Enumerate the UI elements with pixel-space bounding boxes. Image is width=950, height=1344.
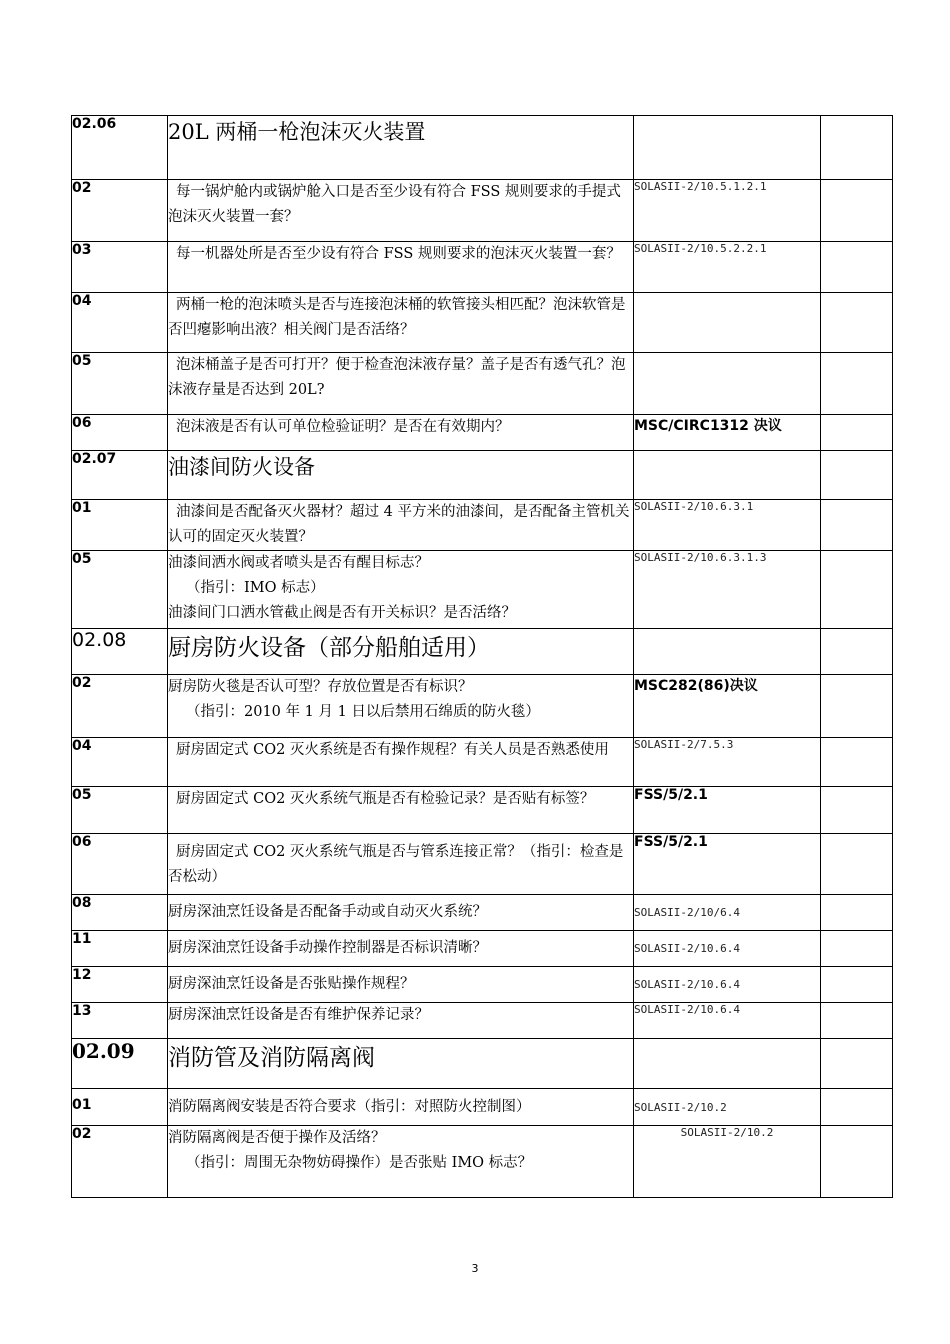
result-cell bbox=[821, 180, 893, 242]
item-text: 油漆间洒水阀或者喷头是否有醒目标志？ （指引：IMO 标志） 油漆间门口洒水管截止阀是否有开关标识？是否活络？ bbox=[168, 551, 634, 629]
regulation-ref bbox=[634, 353, 821, 415]
section-row bbox=[72, 629, 893, 675]
result-cell bbox=[821, 834, 893, 895]
item-code: 12 bbox=[72, 967, 168, 1003]
table-row bbox=[72, 738, 893, 787]
table-row bbox=[72, 415, 893, 451]
table-row bbox=[72, 293, 893, 353]
result-cell bbox=[821, 242, 893, 293]
regulation-ref: SOLASII-2/10/6.4 bbox=[634, 895, 821, 931]
item-code: 13 bbox=[72, 1003, 168, 1039]
table-row bbox=[72, 353, 893, 415]
result-cell bbox=[821, 1039, 893, 1089]
item-code: 02 bbox=[72, 675, 168, 738]
result-cell bbox=[821, 675, 893, 738]
result-cell bbox=[821, 500, 893, 551]
regulation-ref: SOLASII-2/10.5.2.2.1 bbox=[634, 242, 821, 293]
table-row bbox=[72, 895, 893, 931]
item-code: 02 bbox=[72, 180, 168, 242]
result-cell bbox=[821, 415, 893, 451]
item-text: 泡沫桶盖子是否可打开？便于检查泡沫液存量？盖子是否有透气孔？泡沫液存量是否达到 20L? bbox=[168, 353, 634, 415]
table-row bbox=[72, 787, 893, 834]
table-row bbox=[72, 551, 893, 629]
regulation-ref: FSS/5/2.1 bbox=[634, 834, 821, 895]
regulation-ref: SOLASII-2/10.6.3.1 bbox=[634, 500, 821, 551]
item-text: 厨房深油烹饪设备是否有维护保养记录？ bbox=[168, 1003, 634, 1039]
section-code: 02.09 bbox=[72, 1039, 168, 1089]
item-text: 两桶一枪的泡沫喷头是否与连接泡沫桶的软管接头相匹配？泡沫软管是否凹瘪影响出液？相关阀门是否活络？ bbox=[168, 293, 634, 353]
result-cell bbox=[821, 1126, 893, 1198]
item-text: 厨房防火毯是否认可型？存放位置是否有标识？ （指引：2010 年 1 月 1 日以后禁用石绵质的防火毯） bbox=[168, 675, 634, 738]
result-cell bbox=[821, 1003, 893, 1039]
section-code: 02.07 bbox=[72, 451, 168, 500]
result-cell bbox=[821, 451, 893, 500]
regulation-ref bbox=[634, 293, 821, 353]
regulation-ref: SOLASII-2/10.6.4 bbox=[634, 931, 821, 967]
section-title: 消防管及消防隔离阀 bbox=[168, 1039, 634, 1089]
item-text: 油漆间是否配备灭火器材？超过 4 平方米的油漆间，是否配备主管机关认可的固定灭火装置？ bbox=[168, 500, 634, 551]
item-text: 厨房深油烹饪设备是否张贴操作规程？ bbox=[168, 967, 634, 1003]
item-code: 05 bbox=[72, 353, 168, 415]
regulation-ref: SOLASII-2/10.6.4 bbox=[634, 967, 821, 1003]
item-text: 厨房深油烹饪设备手动操作控制器是否标识清晰？ bbox=[168, 931, 634, 967]
regulation-ref: SOLASII-2/10.2 bbox=[634, 1089, 821, 1126]
result-cell bbox=[821, 787, 893, 834]
table-row bbox=[72, 1003, 893, 1039]
item-text: 每一锅炉舱内或锅炉舱入口是否至少设有符合 FSS 规则要求的手提式泡沫灭火装置一套？ bbox=[168, 180, 634, 242]
section-title: 20L 两桶一枪泡沫灭火装置 bbox=[168, 116, 634, 180]
item-code: 05 bbox=[72, 787, 168, 834]
item-text: 消防隔离阀是否便于操作及活络？ （指引：周围无杂物妨碍操作）是否张贴 IMO 标志？ bbox=[168, 1126, 634, 1198]
section-row bbox=[72, 1039, 893, 1089]
table-row bbox=[72, 675, 893, 738]
result-cell bbox=[821, 931, 893, 967]
section-code: 02.08 bbox=[72, 629, 168, 675]
regulation-ref: MSC282(86)决议 bbox=[634, 675, 821, 738]
page-number: 3 bbox=[471, 1262, 479, 1275]
item-code: 04 bbox=[72, 293, 168, 353]
item-text: 厨房深油烹饪设备是否配备手动或自动灭火系统？ bbox=[168, 895, 634, 931]
regulation-ref: SOLASII-2/7.5.3 bbox=[634, 738, 821, 787]
item-code: 06 bbox=[72, 415, 168, 451]
item-text: 泡沫液是否有认可单位检验证明？是否在有效期内？ bbox=[168, 415, 634, 451]
item-text: 每一机器处所是否至少设有符合 FSS 规则要求的泡沫灭火装置一套？ bbox=[168, 242, 634, 293]
item-code: 04 bbox=[72, 738, 168, 787]
result-cell bbox=[821, 967, 893, 1003]
section-row bbox=[72, 451, 893, 500]
regulation-ref bbox=[634, 1039, 821, 1089]
table-row bbox=[72, 967, 893, 1003]
result-cell bbox=[821, 353, 893, 415]
inspection-checklist-table bbox=[71, 115, 893, 1198]
regulation-ref: SOLASII-2/10.6.3.1.3 bbox=[634, 551, 821, 629]
item-code: 02 bbox=[72, 1126, 168, 1198]
item-code: 01 bbox=[72, 500, 168, 551]
item-text: 厨房固定式 CO2 灭火系统气瓶是否有检验记录？是否贴有标签？ bbox=[168, 787, 634, 834]
item-code: 08 bbox=[72, 895, 168, 931]
table-row bbox=[72, 931, 893, 967]
section-code: 02.06 bbox=[72, 116, 168, 180]
regulation-ref: MSC/CIRC1312 决议 bbox=[634, 415, 821, 451]
table-row bbox=[72, 834, 893, 895]
item-code: 01 bbox=[72, 1089, 168, 1126]
regulation-ref bbox=[634, 451, 821, 500]
table-row bbox=[72, 180, 893, 242]
result-cell bbox=[821, 895, 893, 931]
table-row bbox=[72, 1089, 893, 1126]
item-text: 消防隔离阀安装是否符合要求（指引：对照防火控制图） bbox=[168, 1089, 634, 1126]
regulation-ref: SOLASII-2/10.6.4 bbox=[634, 1003, 821, 1039]
section-title: 厨房防火设备（部分船舶适用） bbox=[168, 629, 634, 675]
regulation-ref: SOLASII-2/10.2 bbox=[634, 1126, 821, 1198]
result-cell bbox=[821, 738, 893, 787]
table-row bbox=[72, 1126, 893, 1198]
result-cell bbox=[821, 116, 893, 180]
section-row bbox=[72, 116, 893, 180]
table-row bbox=[72, 500, 893, 551]
regulation-ref bbox=[634, 116, 821, 180]
section-title: 油漆间防火设备 bbox=[168, 451, 634, 500]
item-code: 05 bbox=[72, 551, 168, 629]
result-cell bbox=[821, 629, 893, 675]
item-code: 06 bbox=[72, 834, 168, 895]
table-row bbox=[72, 242, 893, 293]
item-code: 03 bbox=[72, 242, 168, 293]
result-cell bbox=[821, 1089, 893, 1126]
item-text: 厨房固定式 CO2 灭火系统是否有操作规程？有关人员是否熟悉使用 bbox=[168, 738, 634, 787]
result-cell bbox=[821, 551, 893, 629]
regulation-ref: SOLASII-2/10.5.1.2.1 bbox=[634, 180, 821, 242]
item-code: 11 bbox=[72, 931, 168, 967]
regulation-ref: FSS/5/2.1 bbox=[634, 787, 821, 834]
result-cell bbox=[821, 293, 893, 353]
item-text: 厨房固定式 CO2 灭火系统气瓶是否与管系连接正常？（指引：检查是否松动） bbox=[168, 834, 634, 895]
regulation-ref bbox=[634, 629, 821, 675]
